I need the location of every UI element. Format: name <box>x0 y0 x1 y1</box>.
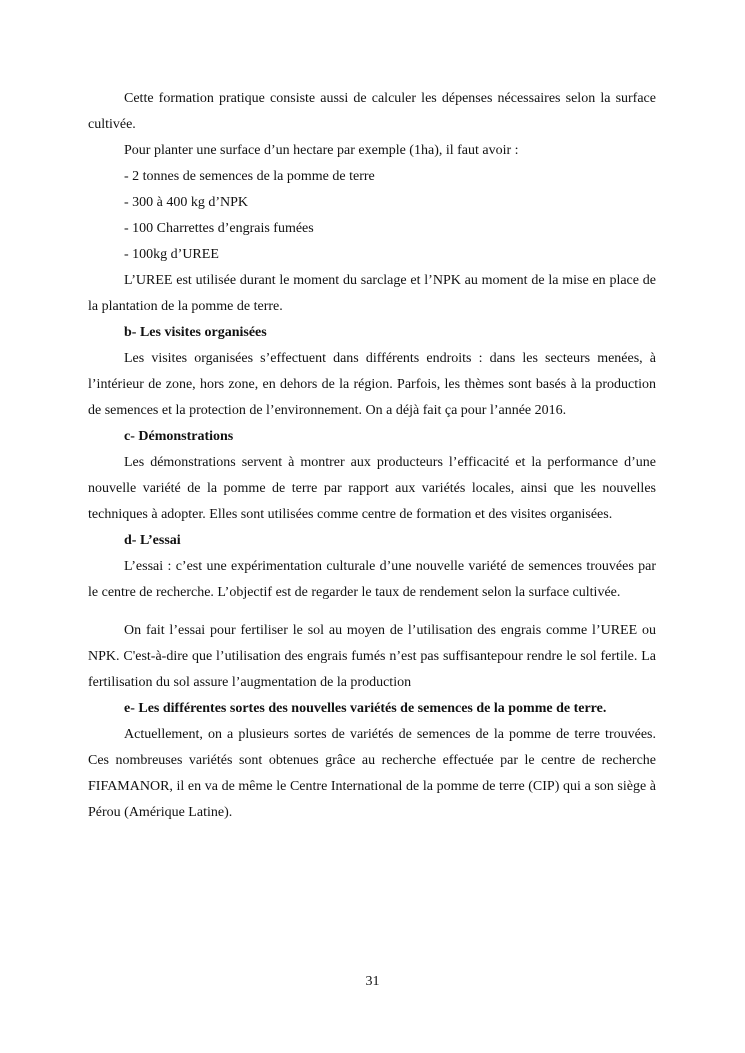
page-number: 31 <box>365 974 380 989</box>
list-item: - 300 à 400 kg d’NPK <box>124 195 249 210</box>
paragraph-intro: Cette formation pratique consiste aussi de calculer les dépenses nécessaires selon la surface cultivée. <box>88 91 656 132</box>
paragraph-demonstrations: Les démonstrations servent à montrer aux producteurs l’efficacité et la performance d’une nouvelle variété de la pomme de terre par rapport aux variétés locales, ainsi que les nouvelles techniques à adopter. Elles sont utilisées comme centre de formation et des visites organisées. <box>88 455 656 522</box>
section-heading-demonstrations: c- Démonstrations <box>124 429 234 444</box>
paragraph-visites: Les visites organisées s’effectuent dans différents endroits : dans les secteurs menées, à l’intérieur de zone, hors zone, en dehors de la région. Parfois, les thèmes sont basés à la production de semences et la protection de l’environnement. On a déjà fait ça pour l’année 2016. <box>88 351 656 418</box>
section-heading-varietes: e- Les différentes sortes des nouvelles variétés de semences de la pomme de terre. <box>124 701 607 716</box>
paragraph-uree-npk: L’UREE est utilisée durant le moment du sarclage et l’NPK au moment de la mise en place de la plantation de la pomme de terre. <box>88 273 656 314</box>
list-item: - 2 tonnes de semences de la pomme de terre <box>124 169 375 184</box>
paragraph-varietes: Actuellement, on a plusieurs sortes de variétés de semences de la pomme de terre trouvées. Ces nombreuses variétés sont obtenues grâce au recherche effectuée par le centre de recherche FIFAMANOR, il en va de même le Centre International de la pomme de terre (CIP) qui a son siège à Pérou (Amérique Latine). <box>88 727 656 820</box>
section-heading-essai: d- L’essai <box>124 533 181 548</box>
paragraph-essai: L’essai : c’est une expérimentation culturale d’une nouvelle variété de semences trouvées par le centre de recherche. L’objectif est de regarder le taux de rendement selon la surface cultivée. <box>88 559 656 600</box>
list-item: - 100kg d’UREE <box>124 247 219 262</box>
document-page <box>88 86 656 826</box>
paragraph-requirements: Pour planter une surface d’un hectare par exemple (1ha), il faut avoir : <box>124 143 519 158</box>
paragraph-essai-fertilisation: On fait l’essai pour fertiliser le sol au moyen de l’utilisation des engrais comme l’UREE ou NPK. C'est-à-dire que l’utilisation des engrais fumés n’est pas suffisantepour rendre le sol fertile. La fertilisation du sol assure l’augmentation de la production <box>88 623 656 690</box>
section-heading-visites: b- Les visites organisées <box>124 325 267 340</box>
list-item: - 100 Charrettes d’engrais fumées <box>124 221 314 236</box>
